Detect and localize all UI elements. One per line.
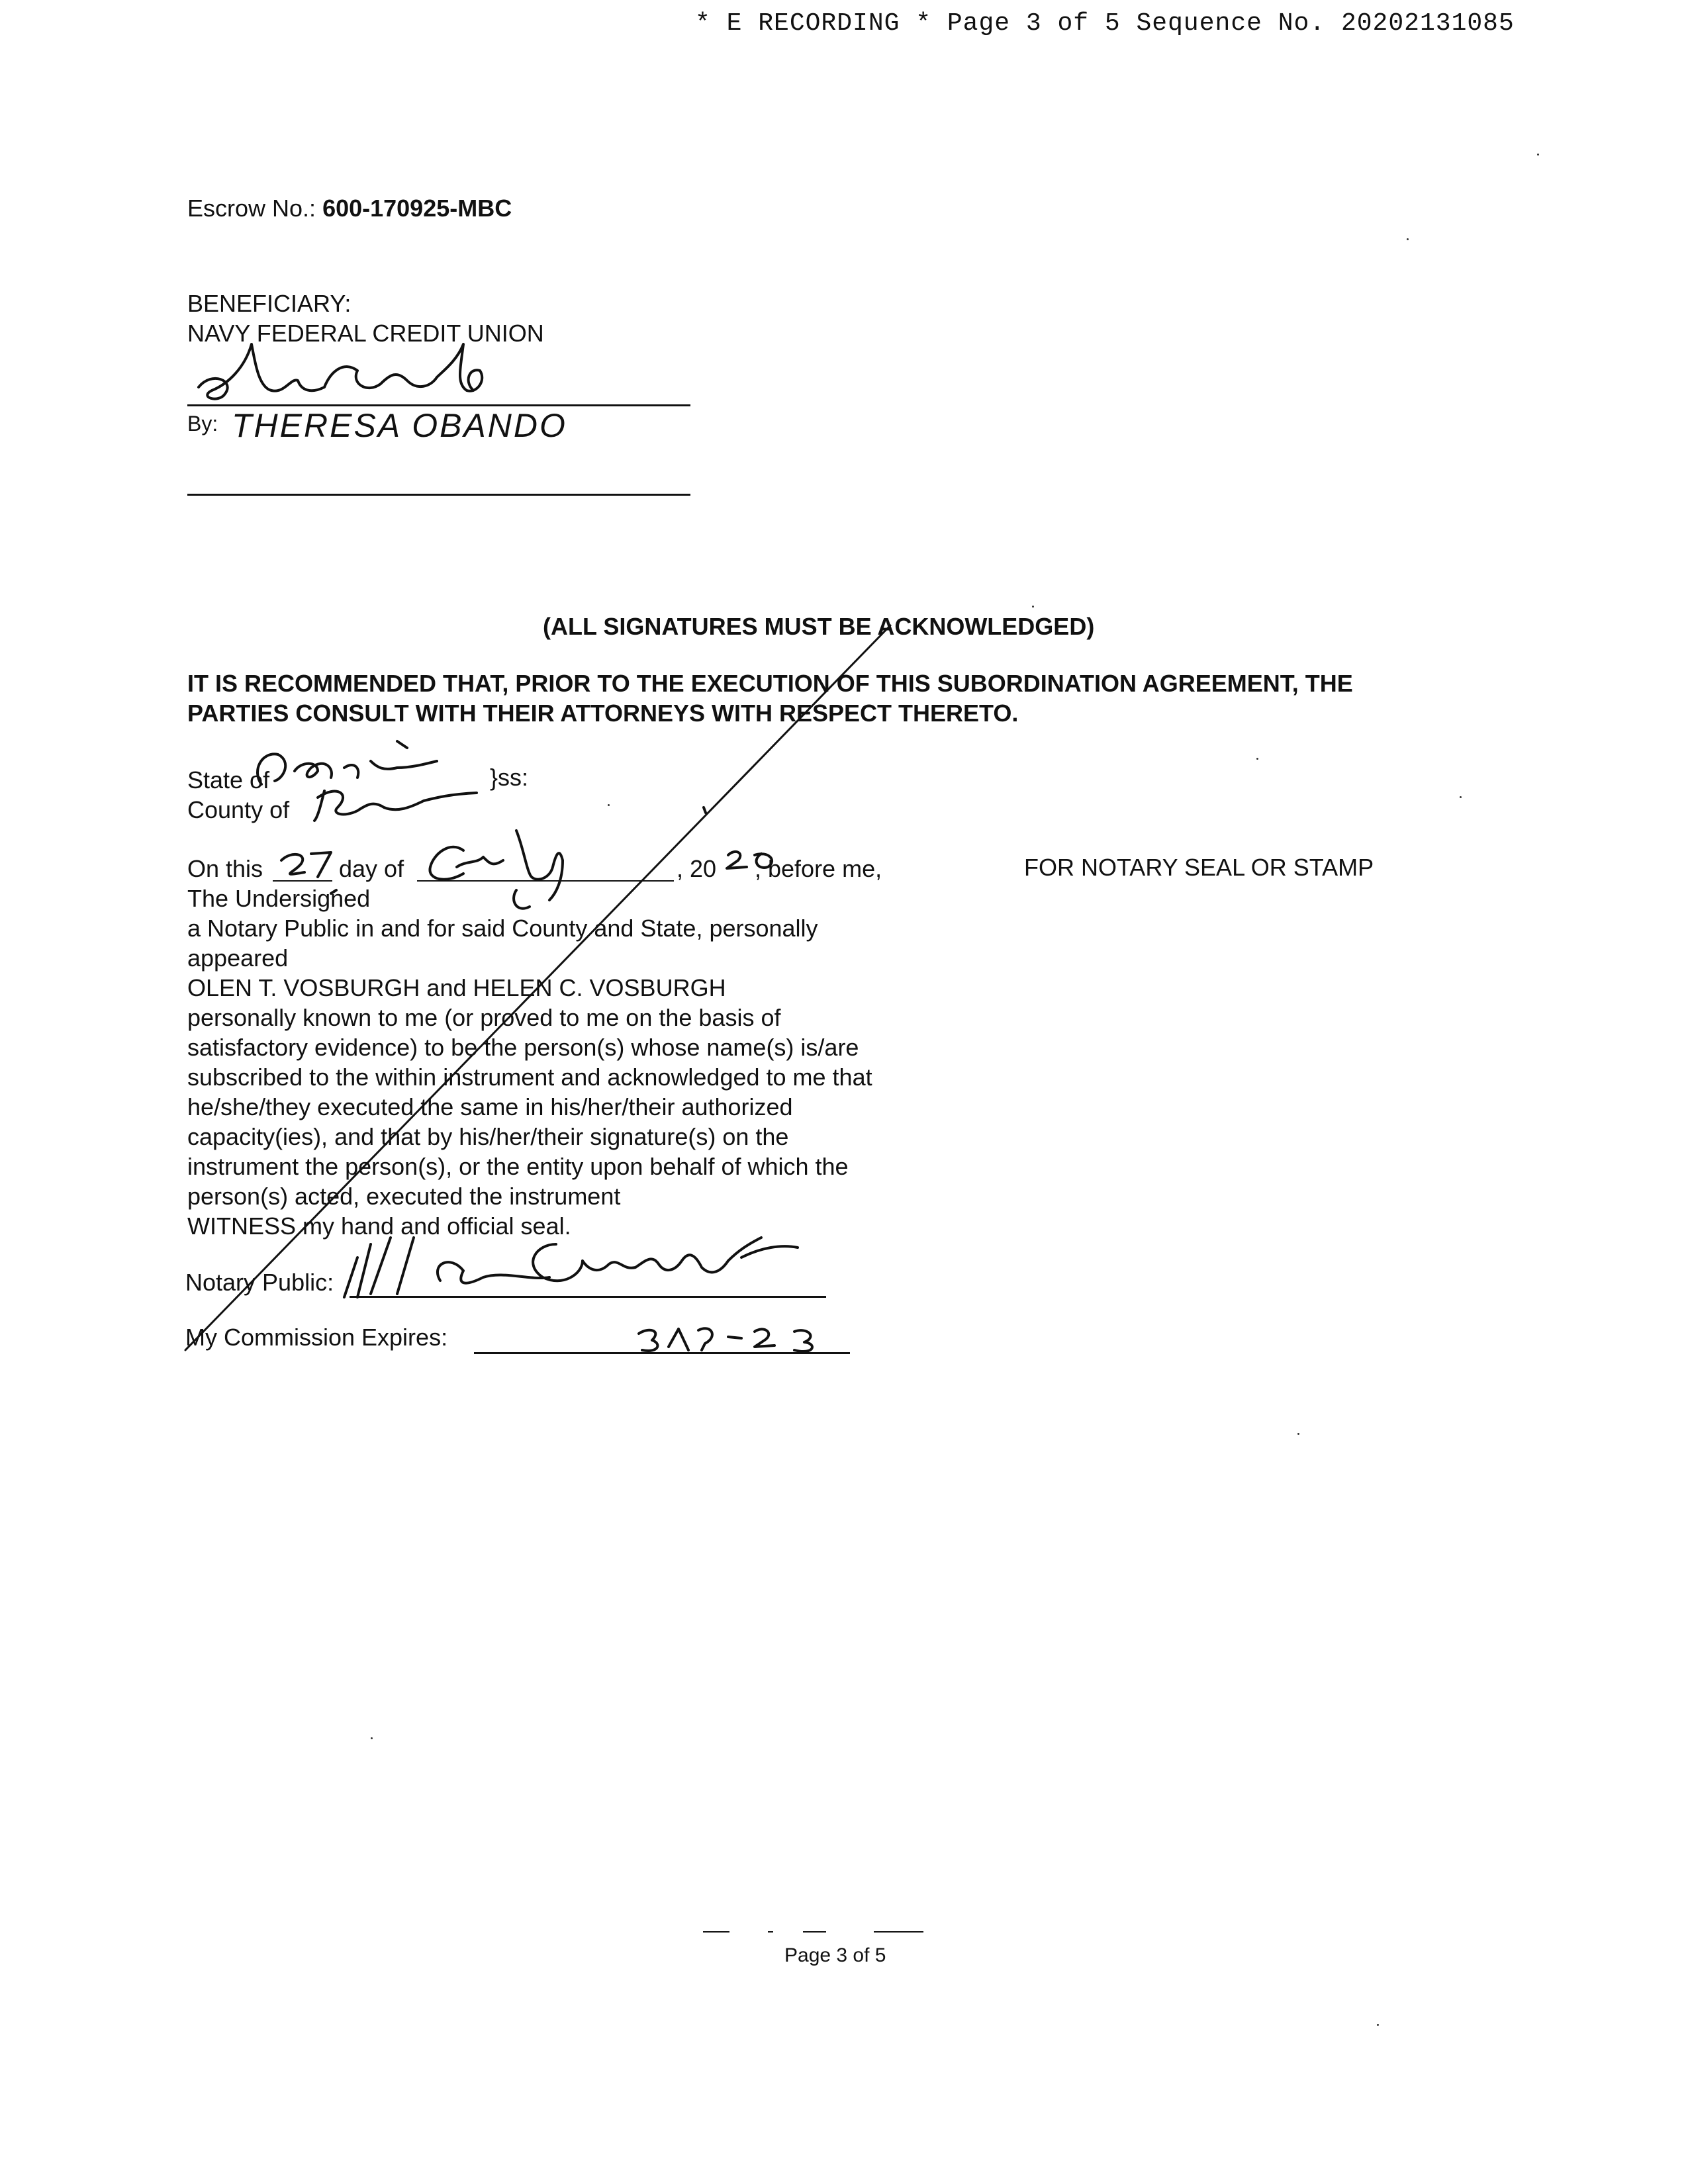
commission-handwriting xyxy=(639,1328,812,1351)
notary-line-undersigned: The Undersigned xyxy=(187,885,371,912)
notary-line-names: OLEN T. VOSBURGH and HELEN C. VOSBURGH xyxy=(187,974,726,1001)
recording-header: * E RECORDING * Page 3 of 5 Sequence No. 20202131085 xyxy=(695,9,1515,38)
scan-speck xyxy=(1537,154,1539,156)
county-label: County of xyxy=(187,796,290,823)
notary-line-public: a Notary Public in and for said County and State, personally xyxy=(187,915,818,942)
day-handwriting xyxy=(281,852,331,877)
escrow-number: 600-170925-MBC xyxy=(322,195,512,222)
notary-line-capacity: capacity(ies), and that by his/her/their signature(s) on the xyxy=(187,1123,789,1150)
scan-speck xyxy=(608,804,610,806)
notary-signature xyxy=(344,1238,798,1297)
handwriting-tick xyxy=(704,807,706,813)
beneficiary-name: NAVY FEDERAL CREDIT UNION xyxy=(187,320,544,347)
scan-speck xyxy=(1297,1433,1299,1435)
recommendation-line-2: PARTIES CONSULT WITH THEIR ATTORNEYS WITH RESPECT THERETO. xyxy=(187,700,1019,727)
notary-seal-placeholder: FOR NOTARY SEAL OR STAMP xyxy=(1024,854,1374,881)
scan-speck xyxy=(371,1737,373,1739)
beneficiary-heading: BENEFICIARY: xyxy=(187,290,352,317)
footer-dash xyxy=(768,1931,773,1933)
notary-line-witness: WITNESS my hand and official seal. xyxy=(187,1212,571,1240)
notary-line-executed: he/she/they executed the same in his/her/their authorized xyxy=(187,1093,793,1120)
before-me-label: , before me, xyxy=(755,855,882,882)
month-handwriting xyxy=(430,831,563,909)
footer-dash xyxy=(874,1931,923,1933)
acknowledgment-note: (ALL SIGNATURES MUST BE ACKNOWLEDGED) xyxy=(543,613,1095,640)
day-of-label: day of xyxy=(339,855,404,882)
escrow-label: Escrow No.: xyxy=(187,195,316,222)
handwriting-tick xyxy=(331,890,336,893)
notary-public-label: Notary Public: xyxy=(185,1269,334,1296)
scan-speck xyxy=(1256,758,1258,760)
commission-label: My Commission Expires: xyxy=(185,1324,448,1351)
county-handwriting xyxy=(314,791,477,821)
notary-line-known: personally known to me (or proved to me on the basis of xyxy=(187,1004,781,1031)
notary-line-appeared: appeared xyxy=(187,944,289,972)
footer-dash xyxy=(803,1931,826,1933)
state-label: State of xyxy=(187,766,270,794)
recommendation-line-1: IT IS RECOMMENDED THAT, PRIOR TO THE EXECUTION OF THIS SUBORDINATION AGREEMENT, THE xyxy=(187,670,1353,697)
ss-label: }ss: xyxy=(490,764,529,791)
notary-line-instrument: instrument the person(s), or the entity upon behalf of which the xyxy=(187,1153,849,1180)
page-number: Page 3 of 5 xyxy=(784,1944,886,1966)
strike-through-line xyxy=(185,625,890,1350)
year-prefix: , 20 xyxy=(677,855,717,882)
footer-dash xyxy=(703,1931,729,1933)
notary-line-subscribed: subscribed to the within instrument and acknowledged to me that xyxy=(187,1064,872,1091)
year-handwriting xyxy=(727,852,772,868)
beneficiary-signature xyxy=(199,344,482,399)
notary-line-acted: person(s) acted, executed the instrument xyxy=(187,1183,621,1210)
scan-speck xyxy=(1032,606,1034,608)
signer-printed-name: THERESA OBANDO xyxy=(232,407,567,444)
state-handwriting xyxy=(258,741,437,784)
scan-speck xyxy=(1407,238,1409,240)
scan-speck xyxy=(1377,2024,1379,2026)
by-label: By: xyxy=(187,412,218,435)
scan-speck xyxy=(1460,796,1462,798)
notary-line-satisfactory: satisfactory evidence) to be the person(s) whose name(s) is/are xyxy=(187,1034,859,1061)
on-this-label: On this xyxy=(187,855,263,882)
